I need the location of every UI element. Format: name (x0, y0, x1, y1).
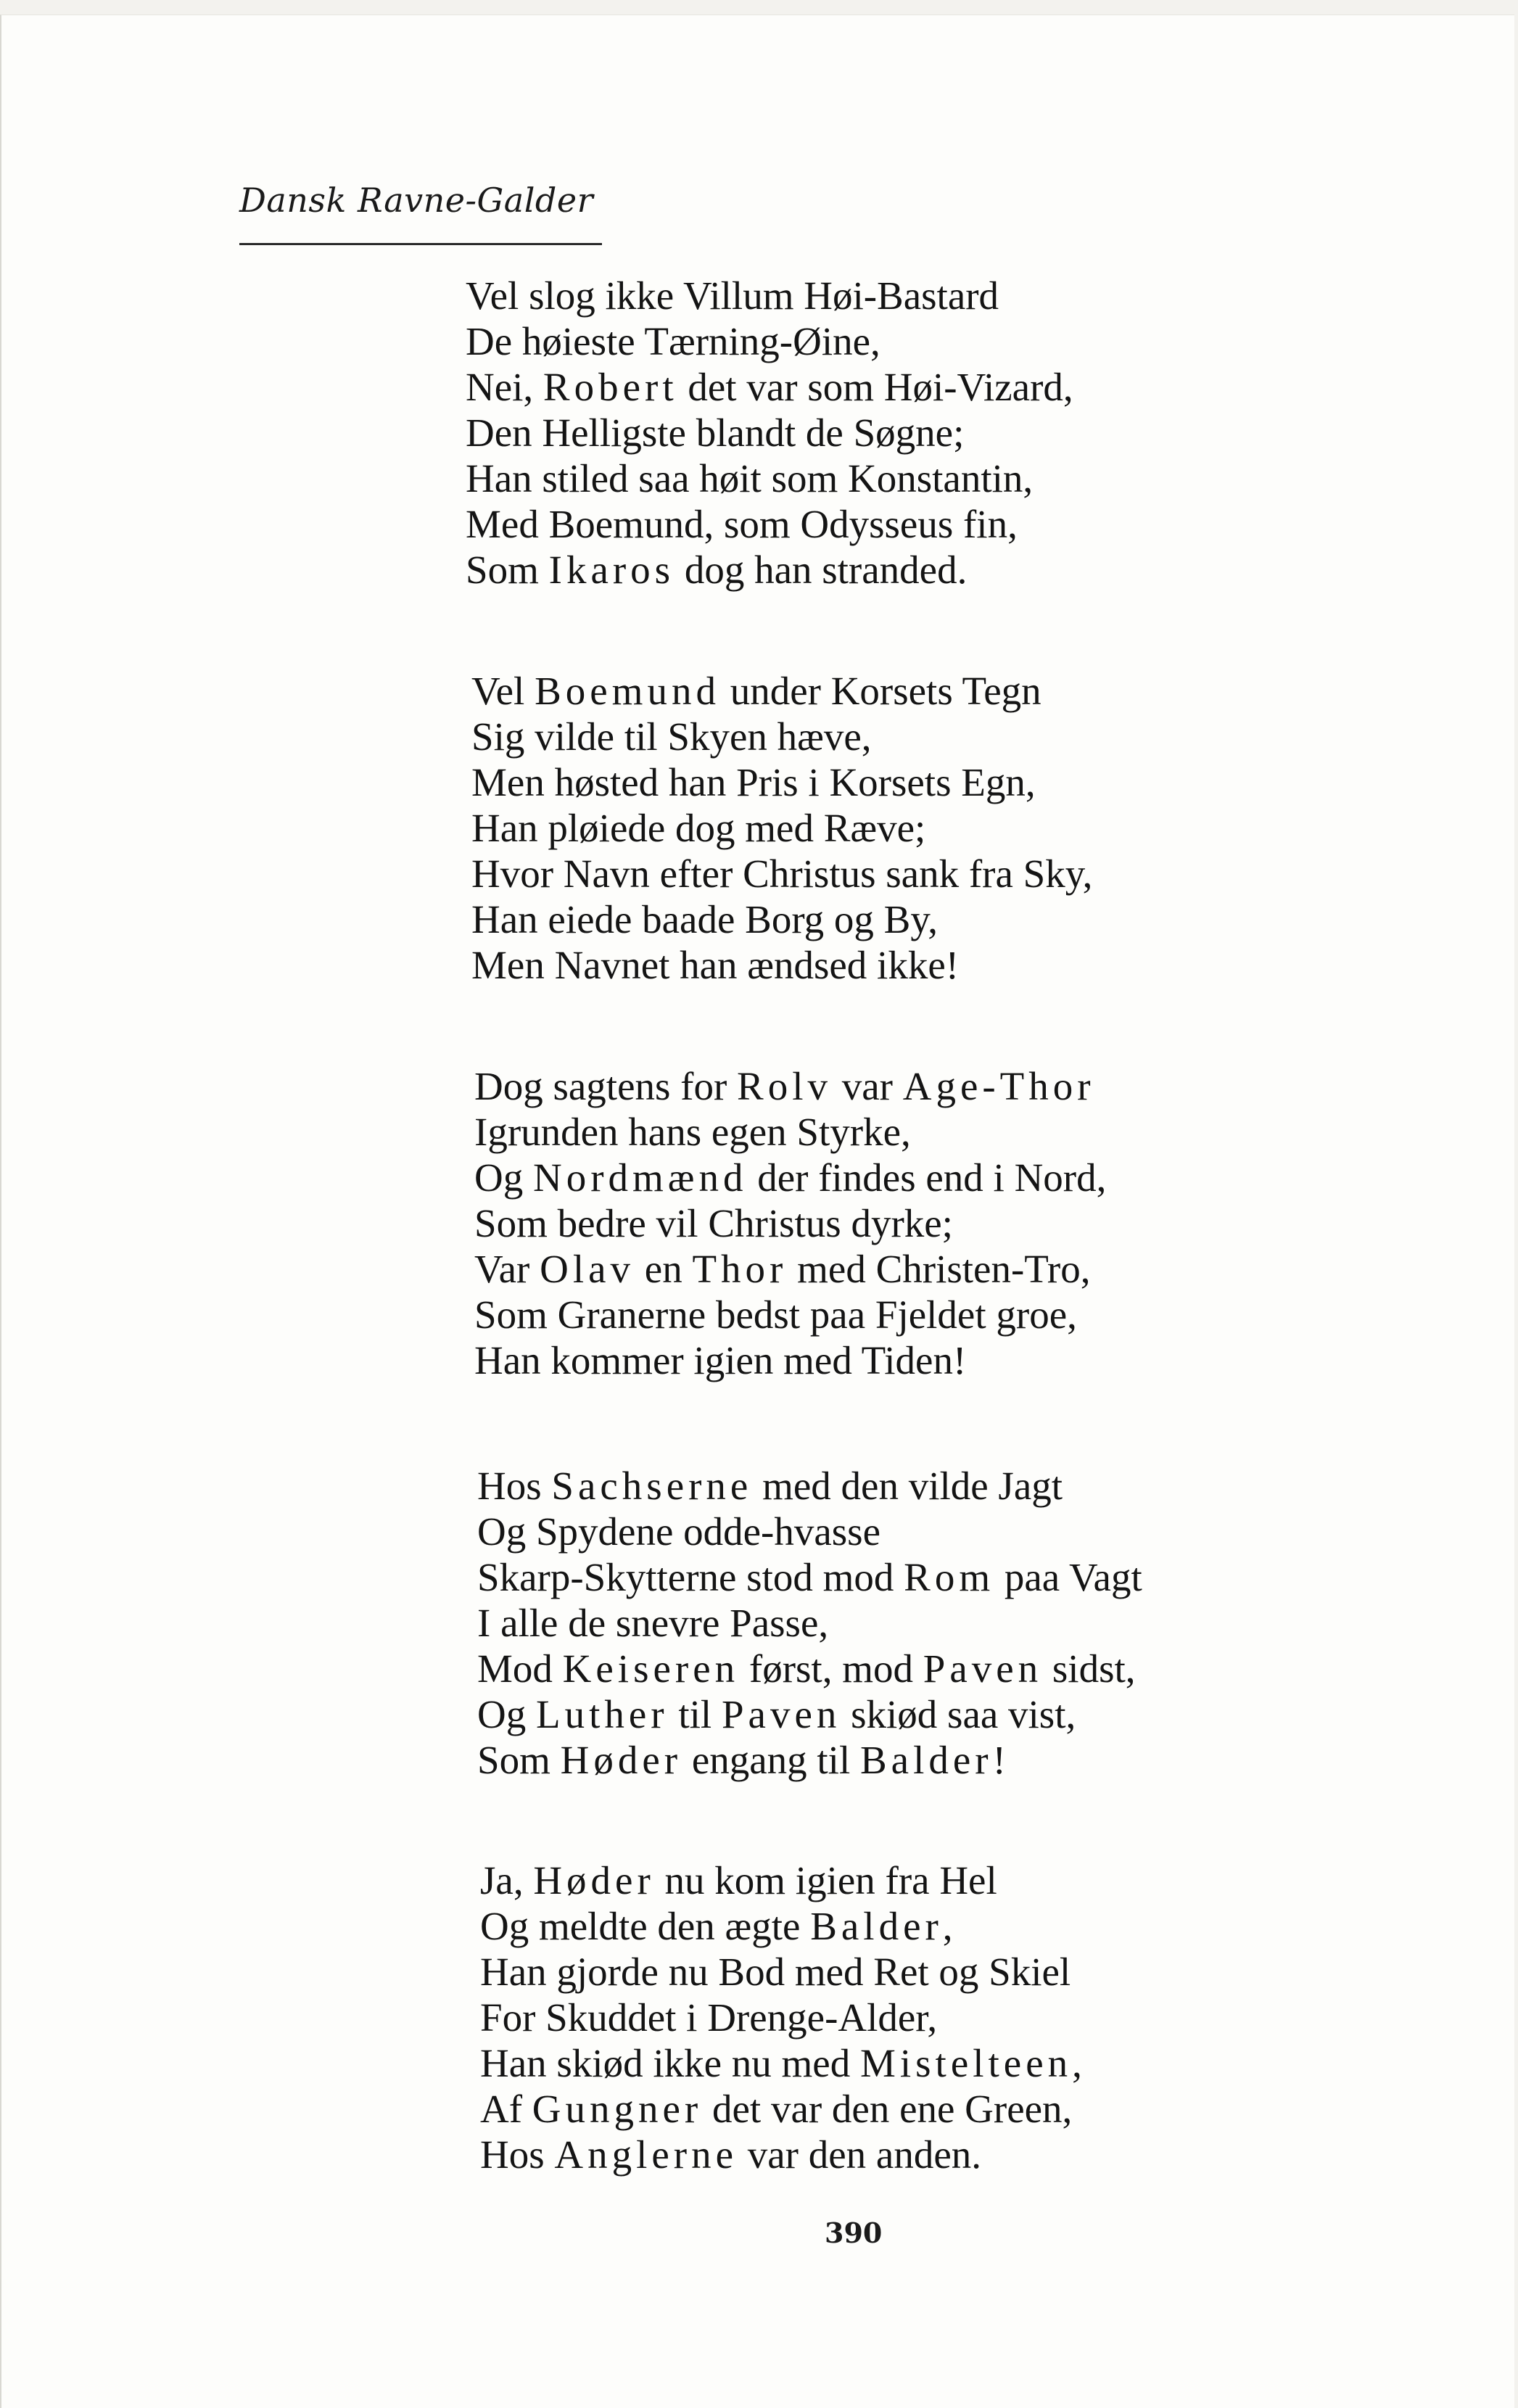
poem-line (471, 714, 1092, 759)
line-text: , (942, 1904, 953, 1948)
line-text: Han gjorde nu Bod med Ret og Skiel (480, 1950, 1071, 1994)
line-text: var den anden. (738, 2132, 981, 2177)
spaced-emphasis: Age-Thor (902, 1064, 1095, 1108)
poem-line (474, 1337, 1106, 1383)
line-text: Dog sagtens for (474, 1064, 738, 1108)
poem-line (466, 501, 1073, 547)
line-text: De høieste Tærning-Øine, (466, 319, 880, 363)
line-text: Hvor Navn efter Christus sank fra Sky, (471, 852, 1093, 896)
line-text: med Christen-Tro, (787, 1247, 1091, 1291)
poem-line (466, 364, 1073, 410)
line-text: Sig vilde til Skyen hæve, (471, 714, 872, 759)
line-text: Nei, (466, 365, 543, 409)
poem-line (480, 2132, 1082, 2177)
poem-line (466, 318, 1073, 364)
spaced-emphasis: Balder (860, 1738, 993, 1782)
spaced-emphasis: Høder (533, 1858, 655, 1902)
line-text: med den vilde Jagt (752, 1464, 1063, 1508)
stanza-4 (477, 1463, 1142, 1783)
line-text: dog han stranded. (675, 548, 968, 592)
line-text: Han eiede baade Borg og By, (471, 897, 939, 941)
line-text: Og Spydene odde-hvasse (477, 1509, 880, 1554)
spaced-emphasis: Paven (923, 1646, 1043, 1691)
line-text: Som Granerne bedst paa Fjeldet groe, (474, 1292, 1077, 1337)
spaced-emphasis: Balder (810, 1904, 943, 1948)
spaced-emphasis: Gungner (532, 2087, 703, 2131)
poem-line (477, 1463, 1142, 1509)
line-text: Som (466, 548, 549, 592)
line-text: Hos (477, 1464, 552, 1508)
line-text: til (668, 1692, 722, 1736)
spaced-emphasis: Luther (535, 1692, 669, 1736)
poem-line (477, 1646, 1142, 1691)
spaced-emphasis: Paven (721, 1692, 841, 1736)
spaced-emphasis: Nordmænd (532, 1155, 748, 1200)
line-text: Ja, (480, 1858, 534, 1902)
running-header: Dansk Ravne-Galder (239, 181, 594, 220)
poem-line (480, 1949, 1082, 1995)
poem-line (471, 851, 1092, 896)
poem-line (477, 1737, 1142, 1783)
spaced-emphasis: Ikaros (548, 548, 675, 592)
line-text: Den Helligste blandt de Søgne; (466, 411, 965, 455)
line-text: Skarp-Skytterne stod mod (477, 1555, 904, 1599)
spaced-emphasis: Anglerne (554, 2132, 738, 2177)
line-text: Og (477, 1692, 536, 1736)
poem-line (474, 1246, 1106, 1292)
poem-line (477, 1509, 1142, 1554)
poem-line (480, 2086, 1082, 2132)
header-rule (239, 243, 602, 245)
spaced-emphasis: Robert (543, 365, 678, 409)
poem-line (471, 759, 1092, 805)
spaced-emphasis: Olav (540, 1247, 635, 1291)
line-text: Men høsted han Pris i Korsets Egn, (471, 760, 1036, 804)
poem-line (471, 896, 1092, 942)
poem-line (471, 942, 1092, 988)
line-text: Hos (480, 2132, 555, 2177)
poem-line (480, 1995, 1082, 2040)
poem-line (474, 1063, 1106, 1109)
poem-line (477, 1554, 1142, 1600)
stanza-2 (471, 668, 1092, 988)
line-text: nu kom igien fra Hel (654, 1858, 997, 1902)
line-text: skiød saa vist, (841, 1692, 1076, 1736)
line-text: Og (474, 1155, 533, 1200)
line-text: det var den ene Green, (702, 2087, 1073, 2131)
poem-line (466, 410, 1073, 455)
poem-line (466, 273, 1073, 318)
line-text: Vel (471, 669, 535, 713)
poem-line (474, 1200, 1106, 1246)
book-page (0, 15, 1514, 2408)
stanza-1 (466, 273, 1073, 593)
line-text: , (1072, 2041, 1082, 2085)
poem-line (474, 1292, 1106, 1337)
line-text: ! (992, 1738, 1006, 1782)
line-text: først, mod (739, 1646, 923, 1691)
poem-line (474, 1109, 1106, 1155)
spaced-emphasis: Rolv (737, 1064, 832, 1108)
line-text: under Korsets Tegn (719, 669, 1041, 713)
poem-line (471, 805, 1092, 851)
line-text: paa Vagt (994, 1555, 1142, 1599)
poem-line (474, 1155, 1106, 1200)
poem-line (466, 547, 1073, 593)
line-text: Som (477, 1738, 561, 1782)
poem-line (477, 1691, 1142, 1737)
line-text: Han stiled saa høit som Konstantin, (466, 456, 1034, 500)
line-text: sidst, (1042, 1646, 1136, 1691)
spaced-emphasis: Boemund (535, 669, 720, 713)
line-text: Som bedre vil Christus dyrke; (474, 1201, 953, 1245)
poem-line (480, 2040, 1082, 2086)
line-text: Mod (477, 1646, 563, 1691)
stanza-3 (474, 1063, 1106, 1383)
poem-line (480, 1857, 1082, 1903)
spaced-emphasis: Thor (692, 1247, 788, 1291)
line-text: Vel slog ikke Villum Høi-Bastard (466, 273, 999, 318)
spaced-emphasis: Høder (560, 1738, 682, 1782)
line-text: var (831, 1064, 903, 1108)
line-text: Af (480, 2087, 532, 2131)
line-text: Med Boemund, som Odysseus fin, (466, 502, 1018, 546)
line-text: Han kommer igien med Tiden! (474, 1338, 967, 1382)
line-text: I alle de snevre Passe, (477, 1601, 829, 1645)
line-text: For Skuddet i Drenge-Alder, (480, 1995, 938, 2040)
line-text: Han pløiede dog med Ræve; (471, 806, 926, 850)
line-text: Men Navnet han ændsed ikke! (471, 943, 960, 987)
line-text: engang til (682, 1738, 860, 1782)
poem-line (466, 455, 1073, 501)
spaced-emphasis: Sachserne (551, 1464, 753, 1508)
line-text: det var som Høi-Vizard, (677, 365, 1073, 409)
line-text: en (635, 1247, 693, 1291)
stanza-5 (480, 1857, 1082, 2177)
spaced-emphasis: Keiseren (562, 1646, 740, 1691)
line-text: Og meldte den ægte (480, 1904, 811, 1948)
spaced-emphasis: Mistelteen (859, 2041, 1073, 2085)
spaced-emphasis: Rom (904, 1555, 995, 1599)
page-number: 390 (825, 2217, 883, 2249)
poem-line (477, 1600, 1142, 1646)
line-text: Var (474, 1247, 540, 1291)
line-text: Han skiød ikke nu med (480, 2041, 860, 2085)
line-text: Igrunden hans egen Styrke, (474, 1110, 911, 1154)
line-text: der findes end i Nord, (747, 1155, 1107, 1200)
poem-line (471, 668, 1092, 714)
poem-line (480, 1903, 1082, 1949)
